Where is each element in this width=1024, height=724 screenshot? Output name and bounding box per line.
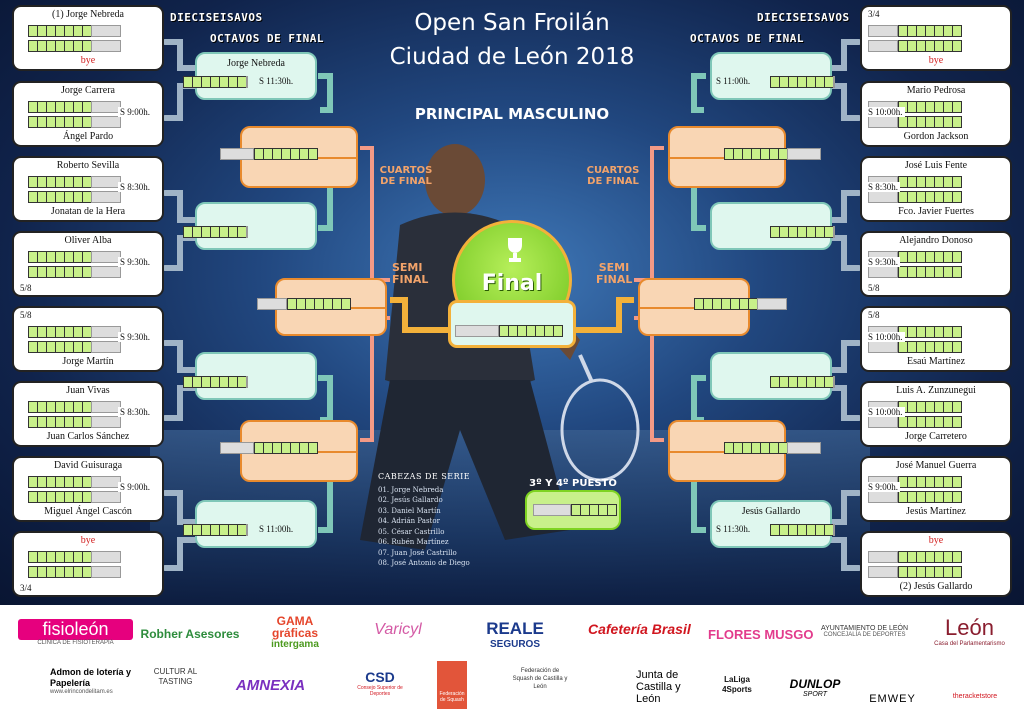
sponsor-racketstore [940, 693, 1010, 700]
r32-match-right [860, 306, 1012, 372]
label-semi-right-2: FINAL [596, 273, 633, 286]
r32-match-left [12, 531, 164, 597]
score-cell[interactable] [952, 341, 962, 353]
score-grid [220, 442, 317, 454]
sponsor-junta-text: Junta de Castilla y León [636, 669, 681, 705]
score-cell[interactable] [952, 566, 962, 578]
sponsor-csd-text: CSD [365, 669, 395, 685]
score-blank [868, 116, 898, 128]
score-grid [770, 226, 835, 238]
third-place-box [525, 478, 621, 530]
sponsor-fisioleon-sub: CLÍNICA DE FISIOTERAPIA [37, 640, 114, 646]
third-place-score [533, 504, 616, 516]
sponsor-varicyl-text: Varicyl [374, 621, 422, 638]
r16-match-right [710, 500, 832, 548]
score-blank [868, 191, 898, 203]
seed-top: 5/8 [20, 310, 32, 320]
seeds-list [378, 472, 470, 569]
score-grid [28, 416, 121, 428]
label-cuartos-right-1: CUARTOS [586, 165, 640, 176]
qf-match-right [668, 420, 786, 482]
label-cuartos-left [376, 165, 436, 187]
score-cell[interactable] [952, 101, 962, 113]
score-blank [787, 148, 821, 160]
r16-player: Jorge Nebreda [227, 58, 285, 69]
seed-top: 3/4 [868, 9, 880, 19]
qf-match-right [668, 126, 786, 188]
score-grid [183, 376, 248, 388]
seed-top: 5/8 [868, 310, 880, 320]
sponsor-leon-sub: Casa del Parlamentarismo [934, 641, 1005, 647]
score-blank [91, 25, 121, 37]
score-blank [757, 298, 787, 310]
r32-match-left [12, 456, 164, 522]
score-blank [91, 266, 121, 278]
player-top: Juan Vivas [66, 385, 110, 396]
sponsor-amnexia [228, 677, 313, 694]
score-cell[interactable] [308, 442, 318, 454]
sponsor-cultur-text: CULTUR AL TASTING [153, 667, 198, 686]
score-grid [868, 116, 961, 128]
sponsor-fisioleon-text: fisioleón [18, 619, 133, 640]
score-grid [28, 401, 121, 413]
player-top: Oliver Alba [64, 235, 112, 246]
r16-time: S 11:00h. [716, 76, 751, 86]
score-blank [91, 401, 121, 413]
score-cell[interactable] [952, 191, 962, 203]
r32-match-right [860, 81, 1012, 147]
score-grid [257, 298, 350, 310]
score-blank [868, 266, 898, 278]
r16-player: Jesús Gallardo [741, 506, 801, 517]
score-grid [770, 376, 835, 388]
score-grid [28, 491, 121, 503]
match-time: S 9:00h. [868, 482, 899, 492]
score-grid [868, 551, 961, 563]
score-grid [28, 176, 121, 188]
match-time: S 9:30h. [120, 332, 151, 342]
score-grid [868, 566, 961, 578]
draw-subtitle: PRINCIPAL MASCULINO [414, 105, 610, 123]
sponsor-ayto [812, 625, 917, 638]
player-top: David Guisuraga [53, 460, 123, 471]
label-semi-left-2: FINAL [392, 273, 429, 286]
score-grid [28, 566, 121, 578]
match-time: S 8:30h. [868, 182, 899, 192]
score-cell[interactable] [952, 416, 962, 428]
sponsor-gama-sub: intergama [271, 639, 319, 650]
sponsor-reale-sub: SEGUROS [489, 639, 540, 650]
score-blank [868, 25, 898, 37]
sponsors-footer [0, 605, 1024, 724]
match-time: S 9:30h. [868, 257, 899, 267]
sf-match-left [275, 278, 387, 336]
label-semi-left [392, 261, 429, 286]
seed-bottom: 5/8 [20, 283, 32, 293]
score-blank [91, 566, 121, 578]
score-blank [246, 226, 248, 238]
score-blank [868, 566, 898, 578]
score-blank [833, 524, 835, 536]
match-time: S 8:30h. [120, 182, 151, 192]
r32-match-left [12, 231, 164, 297]
label-cuartos-left-1: CUARTOS [379, 165, 433, 176]
score-grid [868, 491, 961, 503]
r16-time: S 11:30h. [716, 524, 751, 534]
score-grid [28, 101, 121, 113]
score-blank [91, 476, 121, 488]
score-blank [91, 551, 121, 563]
sponsor-varicyl [358, 621, 438, 639]
score-cell[interactable] [341, 298, 351, 310]
score-grid [724, 442, 821, 454]
sponsor-admon-text: Admon de lotería y Papelería [50, 667, 132, 688]
score-cell[interactable] [952, 326, 962, 338]
score-grid [28, 551, 121, 563]
r32-match-left [12, 81, 164, 147]
score-blank [833, 76, 835, 88]
sponsor-laliga [712, 675, 762, 695]
sponsor-dunlop [775, 677, 855, 698]
sponsor-leon-text: León [945, 615, 994, 640]
sponsor-emwey-text: EMWEY [869, 693, 916, 705]
player-bottom: Jorge Carretero [905, 431, 967, 442]
sponsor-csd-sub: Consejo Superior de Deportes [357, 685, 403, 697]
score-blank [833, 226, 835, 238]
player-bottom: Jesús Martínez [906, 506, 966, 517]
player-top: Luis A. Zunzunegui [896, 385, 976, 396]
score-grid [28, 326, 121, 338]
player-top: Alejandro Donoso [899, 235, 973, 246]
match-time: S 9:30h. [120, 257, 151, 267]
sponsor-leon [922, 615, 1017, 647]
sponsor-admon-sub: www.elrincondelitam.es [50, 689, 113, 695]
score-grid [868, 416, 961, 428]
r32-match-right [860, 456, 1012, 522]
score-grid [868, 341, 961, 353]
player-top: Mario Pedrosa [906, 85, 966, 96]
player-bottom: (2) Jesús Gallardo [899, 581, 973, 592]
score-grid [220, 148, 317, 160]
score-cell[interactable] [952, 401, 962, 413]
trophy-icon [500, 235, 530, 265]
seed-item: 07. Juan José Castrillo [378, 548, 457, 557]
score-grid [724, 148, 821, 160]
score-grid [770, 76, 835, 88]
score-blank [246, 376, 248, 388]
player-top: bye [80, 535, 96, 546]
score-cell[interactable] [952, 551, 962, 563]
seed-item: 05. César Castrillo [378, 527, 445, 536]
sponsor-gama-text: GAMA gráficas [271, 614, 319, 640]
score-grid [183, 524, 248, 536]
score-blank [91, 101, 121, 113]
sponsor-junta [608, 669, 688, 705]
score-cell[interactable] [952, 25, 962, 37]
r16-time: S 11:00h. [259, 524, 294, 534]
score-blank [246, 76, 248, 88]
r16-match-right [710, 352, 832, 400]
r16-time: S 11:30h. [259, 76, 294, 86]
match-time: S 10:00h. [868, 107, 903, 117]
sponsor-reale [470, 619, 560, 650]
score-grid [28, 116, 121, 128]
sponsor-laliga-text: LaLiga 4Sports [722, 675, 752, 694]
sponsor-flores-text: FLORES MUSGO [708, 627, 814, 642]
score-blank [868, 341, 898, 353]
r32-match-left [12, 306, 164, 372]
player-bottom: Gordon Jackson [903, 131, 969, 142]
sponsor-fedcyl [510, 667, 570, 691]
seed-bottom: 3/4 [20, 583, 32, 593]
seeds-header: CABEZAS DE SERIE [378, 472, 471, 481]
score-blank [220, 442, 254, 454]
score-blank [91, 176, 121, 188]
seed-item: 06. Rubén Martínez [378, 538, 449, 546]
label-cuartos-right [582, 165, 644, 187]
label-dieciseisavos-right: DIECISEISAVOS [757, 11, 850, 24]
score-cell[interactable] [952, 491, 962, 503]
score-grid [868, 191, 961, 203]
score-grid [28, 341, 121, 353]
seed-item: 03. Daniel Martín [378, 506, 441, 515]
label-dieciseisavos-left: DIECISEISAVOS [170, 11, 263, 24]
score-blank [868, 551, 898, 563]
score-cell[interactable] [952, 476, 962, 488]
r16-match-right [710, 202, 832, 250]
score-blank [787, 442, 821, 454]
label-cuartos-left-2: DE FINAL [380, 176, 432, 187]
seed-item: 08. José Antonio de Diego [378, 559, 470, 567]
player-top: bye [928, 535, 944, 546]
player-bottom: Jorge Martín [62, 356, 114, 367]
score-grid [183, 76, 248, 88]
label-semi-right [596, 262, 632, 286]
score-grid [868, 25, 961, 37]
sponsor-ayto-sub: CONCEJALÍA DE DEPORTES [823, 632, 906, 638]
score-blank [91, 191, 121, 203]
sponsor-fedcyl-text: Federación de Squash de Castilla y León [512, 668, 568, 690]
player-top: Jorge Carrera [61, 85, 115, 96]
label-semi-right-1: SEMI [598, 261, 630, 274]
qf-match-left [240, 420, 358, 482]
seed-item: 04. Adrián Pastor [378, 517, 440, 525]
score-blank [246, 524, 248, 536]
score-grid [28, 191, 121, 203]
score-grid [770, 524, 835, 536]
r32-match-right [860, 231, 1012, 297]
score-cell[interactable] [952, 40, 962, 52]
player-top: José Manuel Guerra [895, 460, 977, 471]
player-top: Roberto Sevilla [56, 160, 120, 171]
final-score [455, 325, 562, 337]
score-grid [868, 266, 961, 278]
match-time: S 8:30h. [120, 407, 151, 417]
score-blank [91, 251, 121, 263]
score-blank [868, 416, 898, 428]
r16-match-left [195, 352, 317, 400]
sponsor-dunlop-text: DUNLOP [789, 677, 841, 691]
score-grid [868, 40, 961, 52]
player-bottom: Jonatan de la Hera [50, 206, 126, 217]
score-blank [91, 341, 121, 353]
player-bottom: Miguel Ángel Cascón [44, 506, 132, 517]
match-time: S 10:00h. [868, 407, 903, 417]
sponsor-racketstore-text: theracketstore [952, 693, 998, 700]
sponsor-fed [437, 661, 467, 709]
player-bottom: Ángel Pardo [62, 131, 114, 142]
r16-match-right [710, 52, 832, 100]
final-label: Final [481, 271, 543, 296]
sponsor-amnexia-text: AMNEXIA [235, 677, 306, 694]
player-bottom: Fco. Javier Fuertes [898, 206, 974, 217]
player-bottom: Juan Carlos Sánchez [46, 431, 130, 442]
score-cell[interactable] [952, 176, 962, 188]
r32-match-right [860, 5, 1012, 71]
player-bottom: Esaú Martínez [906, 356, 966, 367]
score-cell[interactable] [952, 116, 962, 128]
final-box [448, 300, 576, 348]
sponsor-fisioleon [18, 619, 133, 646]
sponsor-brasil-text: Cafetería Brasil [588, 621, 691, 637]
label-semi-left-1: SEMI [392, 261, 423, 274]
qf-match-left [240, 126, 358, 188]
sf-match-right [638, 278, 750, 336]
match-time: S 9:00h. [120, 107, 151, 117]
score-blank [868, 491, 898, 503]
score-grid [28, 266, 121, 278]
sponsor-fed-text: Federación de Squash [439, 691, 465, 703]
r32-match-right [860, 531, 1012, 597]
sponsor-gama [255, 615, 335, 650]
r16-match-left [195, 500, 317, 548]
sponsor-reale-text: REALE [486, 619, 544, 638]
sponsor-dunlop-sub: SPORT [803, 691, 827, 698]
score-blank [833, 376, 835, 388]
r32-match-left [12, 156, 164, 222]
sponsor-robher [135, 627, 245, 641]
sponsor-brasil [588, 621, 691, 637]
label-octavos-right: OCTAVOS DE FINAL [690, 32, 804, 45]
r16-match-left [195, 202, 317, 250]
score-grid [28, 25, 121, 37]
r32-match-right [860, 156, 1012, 222]
third-place-label: 3º Y 4º PUESTO [529, 478, 617, 489]
sponsor-admon [22, 667, 137, 695]
score-cell[interactable] [952, 251, 962, 263]
score-blank [91, 326, 121, 338]
match-time: S 10:00h. [868, 332, 903, 342]
seed-item: 01. Jorge Nebreda [378, 485, 444, 494]
score-cell[interactable] [308, 148, 318, 160]
player-top: (1) Jorge Nebreda [51, 9, 124, 20]
score-blank [91, 40, 121, 52]
seed-bottom: 5/8 [868, 283, 880, 293]
r32-match-left [12, 381, 164, 447]
sponsor-robher-text: Robher Asesores [140, 627, 240, 641]
score-blank [91, 416, 121, 428]
score-grid [28, 476, 121, 488]
score-blank [91, 116, 121, 128]
score-blank [257, 298, 287, 310]
score-grid [183, 226, 248, 238]
sponsor-flores [708, 627, 814, 642]
sponsor-csd [350, 669, 410, 697]
label-cuartos-right-2: DE FINAL [587, 176, 639, 187]
score-cell[interactable] [952, 266, 962, 278]
score-blank [868, 40, 898, 52]
score-grid [28, 40, 121, 52]
r32-match-right [860, 381, 1012, 447]
score-blank [220, 148, 254, 160]
score-grid [694, 298, 787, 310]
sponsor-cultur [148, 667, 203, 687]
score-blank [91, 491, 121, 503]
event-title-line1: Open San Froilán [414, 10, 610, 36]
sponsor-emwey [860, 693, 925, 705]
player-bottom: bye [928, 55, 944, 66]
label-octavos-left: OCTAVOS DE FINAL [210, 32, 324, 45]
player-bottom: bye [80, 55, 96, 66]
player-top: José Luis Fente [904, 160, 968, 171]
r16-match-left [195, 52, 317, 100]
seed-item: 02. Jesús Gallardo [378, 496, 443, 504]
sponsor-ayto-text: AYUNTAMIENTO DE LEÓN [820, 625, 909, 632]
score-grid [28, 251, 121, 263]
match-time: S 9:00h. [120, 482, 151, 492]
r32-match-left [12, 5, 164, 71]
event-title-line2: Ciudad de León 2018 [389, 44, 635, 70]
